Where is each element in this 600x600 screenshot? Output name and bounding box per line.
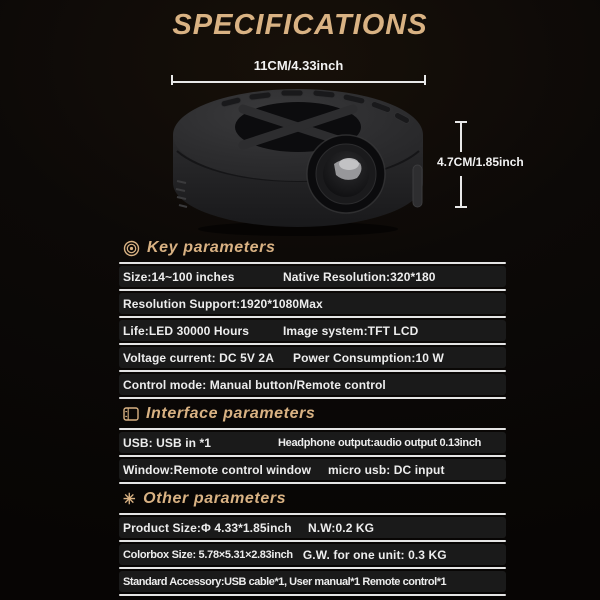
lens [307, 135, 385, 213]
divider [119, 397, 506, 399]
spec-cell: Size:14~100 inches [123, 269, 235, 284]
spec-cell: micro usb: DC input [328, 462, 445, 477]
spec-cell: Control mode: Manual button/Remote control [123, 377, 386, 392]
width-dimension-line [171, 81, 426, 83]
divider [119, 316, 506, 318]
width-dimension-label: 11CM/4.33inch [253, 58, 344, 73]
divider [119, 455, 506, 457]
film-frame-icon [123, 407, 139, 421]
spec-row [119, 374, 506, 395]
section-interface-parameters [119, 403, 506, 484]
spec-row [119, 517, 506, 538]
spec-cell: G.W. for one unit: 0.3 KG [302, 547, 447, 562]
height-dimension-tick-top [455, 121, 467, 123]
spec-row [119, 571, 506, 592]
spec-cell: Colorbox Size: 5.78×5.31×2.83inch [123, 548, 293, 561]
section-header [123, 403, 506, 425]
spec-row [119, 293, 506, 314]
section-key-parameters [119, 237, 506, 399]
spec-cell: Power Consumption:10 W [293, 350, 444, 365]
width-dimension-tick-left [171, 75, 173, 85]
spec-row [119, 320, 506, 341]
section-title: Interface parameters [146, 405, 316, 422]
spec-cell: Native Resolution:320*180 [283, 269, 436, 284]
spec-row [119, 266, 506, 287]
height-dimension-label: 4.7CM/1.85inch [437, 155, 524, 169]
section-other-parameters [119, 488, 506, 596]
ir-window [413, 165, 422, 207]
spec-cell: Life:LED 30000 Hours [123, 323, 250, 338]
divider [119, 482, 506, 484]
spec-cell: Image system:TFT LCD [283, 323, 419, 338]
section-header [123, 488, 506, 510]
spec-table [119, 237, 506, 596]
divider [119, 343, 506, 345]
spec-cell: Headphone output:audio output 0.13inch [278, 436, 482, 449]
asterisk-star-icon: ✳ [123, 490, 137, 508]
concentric-rings-icon [123, 240, 140, 257]
spec-cell: Standard Accessory:USB cable*1, User manual*1 Remote control*1 [123, 575, 447, 588]
divider [119, 370, 506, 372]
height-dimension-tick-bottom [455, 206, 467, 208]
spec-cell: Product Size:Φ 4.33*1.85inch [123, 520, 292, 535]
height-dimension-line-bottom [460, 176, 462, 208]
width-dimension-tick-right [424, 75, 426, 85]
spec-cell: N.W:0.2 KG [308, 520, 375, 535]
projector-image [163, 85, 435, 237]
divider [119, 594, 506, 596]
spec-row [119, 459, 506, 480]
spec-cell: Resolution Support:1920*1080Max [123, 296, 323, 311]
divider [119, 262, 506, 264]
section-header [123, 237, 506, 259]
divider [119, 540, 506, 542]
spec-cell: Voltage current: DC 5V 2A [123, 350, 274, 365]
divider [119, 289, 506, 291]
divider [119, 513, 506, 515]
height-dimension-line-top [460, 122, 462, 152]
divider [119, 567, 506, 569]
section-title: Other parameters [143, 490, 287, 507]
spec-row [119, 432, 506, 453]
divider [119, 428, 506, 430]
spec-row [119, 544, 506, 565]
page-title: SPECIFICATIONS [172, 9, 428, 41]
spec-row [119, 347, 506, 368]
spec-cell: USB: USB in *1 [123, 435, 212, 450]
section-title: Key parameters [147, 239, 276, 256]
spec-cell: Window:Remote control window [123, 462, 312, 477]
